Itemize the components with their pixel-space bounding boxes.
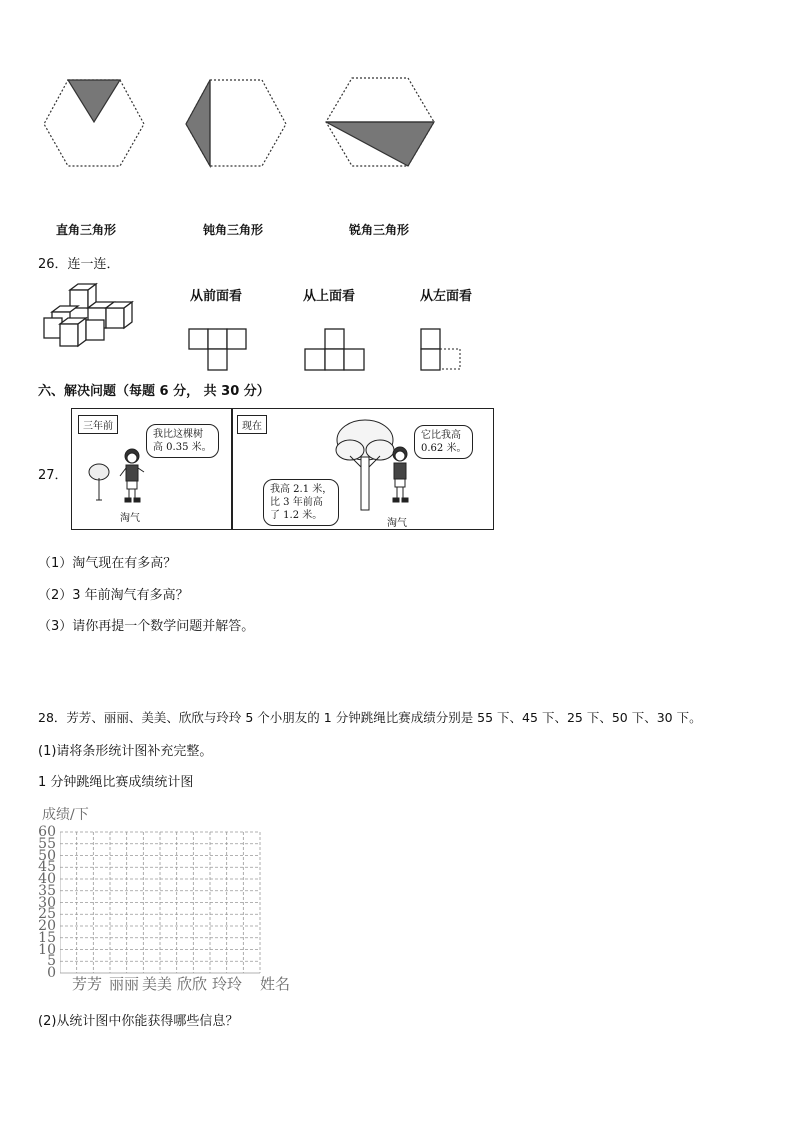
view-left-label: 从左面看: [420, 289, 473, 304]
q27-question-3: （3）请你再提一个数学问题并解答。: [38, 619, 255, 634]
view-front-label: 从前面看: [190, 289, 243, 304]
category-label: 芳芳: [72, 975, 103, 993]
category-label: 丽丽: [109, 975, 140, 993]
q27-question-2: （2）3 年前淘气有多高？: [38, 588, 189, 603]
y-tick-label: 10: [38, 941, 56, 958]
view-top-label: 从上面看: [303, 289, 356, 304]
panel-right-name: 淘气: [387, 518, 407, 529]
y-tick-label: 35: [38, 882, 56, 899]
label-acute-triangle: 锐角三角形: [349, 223, 410, 237]
bar-chart: [38, 802, 291, 993]
y-tick-label: 50: [38, 847, 56, 864]
category-label: 美美: [142, 975, 173, 993]
q28-text: 28．芳芳、丽丽、美美、欣欣与玲玲 5 个小朋友的 1 分钟跳绳比赛成绩分别是 55 下、45 下、25 下、50 下、30 下。: [38, 710, 702, 725]
panel-left-name: 淘气: [120, 513, 140, 524]
hexagon-figures: [0, 60, 794, 180]
q27-number: 27．: [38, 468, 68, 483]
panel-right-bubble-tree: 我高 2.1 米， 比 3 年前高 了 1.2 米。: [263, 479, 339, 526]
view-top-shape: [304, 328, 366, 372]
q28-sub1: (1)请将条形统计图补充完整。: [38, 744, 213, 759]
right-triangle-shaded: [68, 80, 120, 122]
obtuse-triangle-shaded: [186, 80, 210, 166]
y-tick-label: 60: [38, 824, 56, 840]
panel-left-bubble: 我比这棵树 高 0.35 米。: [146, 424, 219, 458]
view-left-shape: [420, 328, 464, 372]
y-tick-label: 5: [47, 953, 56, 970]
panel-right-tag: 现在: [237, 415, 267, 434]
y-tick-label: 45: [38, 859, 56, 876]
acute-triangle-shaded: [326, 122, 434, 166]
cube-stack-figure: [38, 280, 138, 355]
y-axis-label: 成绩/下: [42, 807, 89, 823]
category-label: 玲玲: [212, 975, 243, 993]
label-right-triangle: 直角三角形: [56, 223, 117, 237]
y-tick-label: 15: [38, 929, 56, 946]
q27-panel-divider: [231, 408, 233, 530]
q26-title: 26．连一连．: [38, 257, 120, 272]
y-tick-label: 55: [38, 835, 56, 852]
q28-sub2: (2)从统计图中你能获得哪些信息？: [38, 1014, 239, 1029]
panel-left-tag: 三年前: [78, 415, 118, 434]
section6-heading: 六、解决问题（每题 6 分， 共 30 分）: [38, 384, 270, 399]
panel-right-bubble-boy: 它比我高 0.62 米。: [414, 425, 473, 459]
view-front-shape: [188, 328, 248, 372]
q27-question-1: （1）淘气现在有多高？: [38, 556, 177, 571]
y-tick-label: 40: [38, 871, 56, 887]
y-tick-label: 25: [38, 906, 56, 923]
chart-grid: [60, 828, 270, 978]
x-axis-label: 姓名: [260, 975, 291, 993]
chart-title: 1 分钟跳绳比赛成绩统计图: [38, 775, 194, 790]
panel-left-illustration: [84, 440, 154, 510]
y-tick-label: 30: [38, 894, 56, 911]
label-obtuse-triangle: 钝角三角形: [203, 223, 264, 237]
category-label: 欣欣: [177, 975, 208, 993]
y-tick-label: 20: [38, 918, 56, 934]
y-tick-label: 0: [47, 965, 56, 981]
